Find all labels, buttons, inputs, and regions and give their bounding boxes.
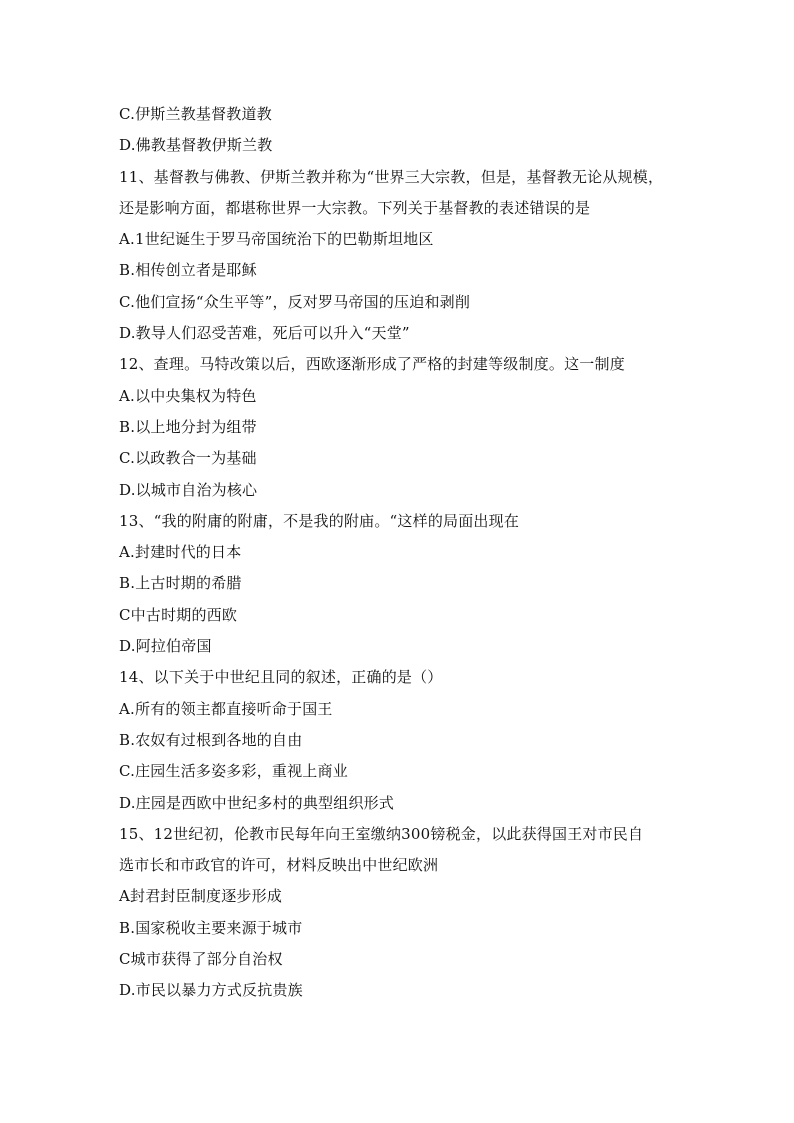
option-a-q11: A.1世纪诞生于罗马帝国统治下的巴勒斯坦地区 <box>119 230 434 249</box>
option-b-q14: B.农奴有过根到各地的自由 <box>119 730 303 749</box>
question-15-stem-cont: 选市长和市政官的许可，材料反映出中世纪欧洲 <box>119 856 439 875</box>
question-11-stem-cont: 还是影响方面，都堪称世界一大宗教。下列关于基督教的表述错误的是 <box>119 198 591 217</box>
option-a-q15: A封君封臣制度逐步形成 <box>119 887 283 906</box>
question-11-stem: 11、基督教与佛教、伊斯兰教并称为“世界三大宗教，但是，基督教无论从规模， <box>119 167 664 186</box>
option-a-q13: A.封建时代的日本 <box>119 543 242 562</box>
question-text <box>119 99 679 1007</box>
option-d-q15: D.市民以暴力方式反抗贵族 <box>119 981 303 1000</box>
question-12-stem: 12、查理。马特改策以后，西欧逐渐形成了严格的封建等级制度。这一制度 <box>119 355 625 374</box>
option-d-q11: D.教导人们忍受苦难，死后可以升入“天堂” <box>119 324 410 343</box>
option-b-q11: B.相传创立者是耶稣 <box>119 261 257 280</box>
option-d-q13: D.阿拉伯帝国 <box>119 637 212 656</box>
option-c-q15: C城市获得了部分自治权 <box>119 950 283 969</box>
option-c-q14: C.庄园生活多姿多彩，重视上商业 <box>119 762 348 781</box>
option-d-q10: D.佛教基督教伊斯兰教 <box>119 136 273 155</box>
option-c-q10: C.伊斯兰教基督教道教 <box>119 105 272 123</box>
option-b-q15: B.国家税收主要来源于城市 <box>119 918 303 937</box>
option-a-q14: A.所有的领主都直接听命于国王 <box>119 699 333 718</box>
option-d-q12: D.以城市自治为核心 <box>119 480 258 499</box>
option-c-q12: C.以政教合一为基础 <box>119 449 257 468</box>
option-a-q12: A.以中央集权为特色 <box>119 386 257 405</box>
option-c-q11: C.他们宣扬“众生平等”，反对罗马帝国的压迫和剥削 <box>119 292 471 311</box>
option-c-q13: C中古时期的西欧 <box>119 605 238 624</box>
option-b-q12: B.以上地分封为组带 <box>119 417 257 436</box>
option-b-q13: B.上古时期的希腊 <box>119 574 242 593</box>
option-d-q14: D.庄园是西欧中世纪多村的典型组织形式 <box>119 793 395 812</box>
question-13-stem: 13、“我的附庸的附庸，不是我的附庙。“这样的局面出现在 <box>119 511 520 530</box>
question-15-stem: 15、12世纪初，伦教市民每年向王室缴纳300镑税金，以此获得国王对市民自 <box>119 824 644 843</box>
question-14-stem: 14、以下关于中世纪且同的叙述，正确的是（） <box>119 668 443 687</box>
